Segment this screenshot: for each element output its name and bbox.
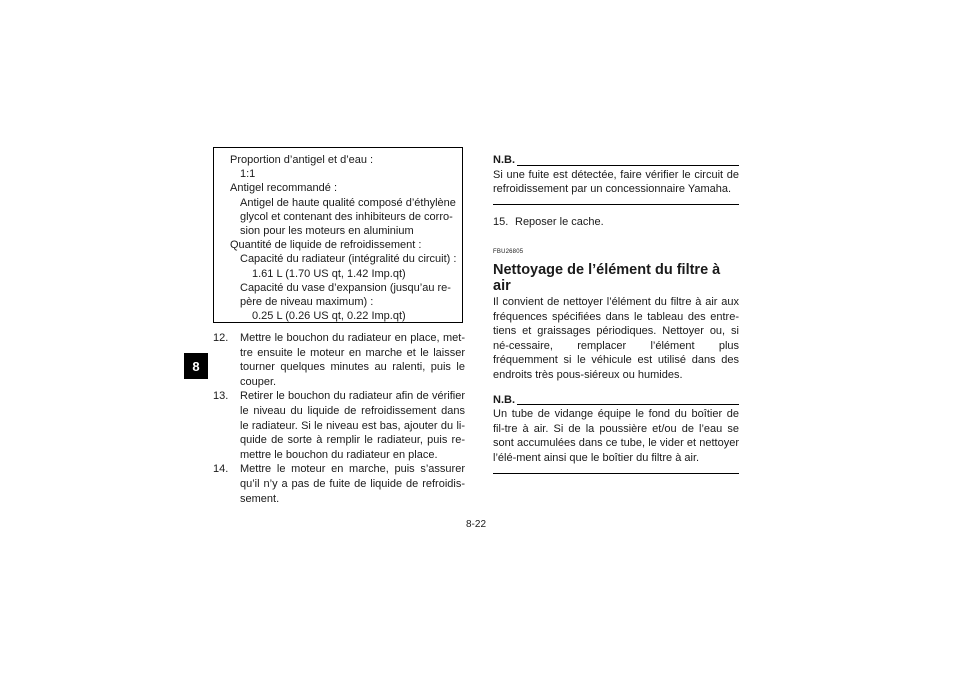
spec-line: père de niveau maximum) : (240, 296, 374, 309)
spec-line: 1:1 (240, 168, 256, 181)
step-text: Mettre le bouchon du radiateur en place, met-tre ensuite le moteur en marche et le laisser tourner quelques minutes au ralenti, puis le couper. (240, 332, 465, 388)
note-label: N.B. (493, 154, 515, 166)
spec-line: Capacité du radiateur (intégralité du circuit) : (240, 253, 457, 266)
note-end-rule (493, 473, 739, 474)
spec-line: sion pour les moteurs en aluminium (240, 225, 414, 238)
spec-line: 1.61 L (1.70 US qt, 1.42 Imp.qt) (252, 267, 406, 280)
step-number: 13. (213, 390, 229, 403)
spec-line: Antigel recommandé : (230, 182, 337, 195)
note-header (493, 393, 739, 408)
spec-line: Proportion d’antigel et d’eau : (230, 154, 374, 166)
step-text: Retirer le bouchon du radiateur afin de vérifier le niveau du liquide de refroidissement dans le radiateur. Si le niveau est bas, ajouter du li-quide de sorte à remplir le radiateur, puis re-mettre le bouchon du radiateur en place. (240, 390, 465, 461)
spec-line: glycol et contenant des inhibiteurs de corro- (240, 210, 453, 223)
procedure-steps (213, 331, 465, 506)
spec-line: 0.25 L (0.26 US qt, 0.22 Imp.qt) (252, 310, 406, 323)
step-number: 15. (493, 215, 509, 228)
note-rule (517, 165, 739, 166)
step-number: 12. (213, 332, 229, 344)
section-paragraph: Il convient de nettoyer l’élément du filtre à air aux fréquences spécifiées dans le tableau des entre-tiens et graissages périodiques. Nettoyer ou, si né-cessaire, remplacer l’élément plus fréquemment si le véhicule est utilisé dans des endroits très pous-siéreux ou humides. (493, 295, 739, 381)
step-item (213, 389, 465, 462)
note-rule (517, 404, 739, 405)
note-label: N.B. (493, 393, 515, 406)
section-code: FBU26805 (493, 249, 524, 256)
step-item (213, 331, 465, 389)
note-header (493, 153, 739, 168)
coolant-spec-box (213, 147, 463, 323)
section-heading: Nettoyage de l’élément du filtre à air (493, 261, 721, 294)
spec-line: Quantité de liquide de refroidissement : (230, 239, 422, 252)
step-item (213, 462, 465, 506)
note-end-rule (493, 204, 739, 205)
chapter-tab: 8 (184, 353, 208, 379)
step-text: Mettre le moteur en marche, puis s’assurer qu’il n’y a pas de fuite de liquide de refroidis-sement. (240, 463, 465, 505)
note-text: Un tube de vidange équipe le fond du boîtier de fil-tre à air. Si de la poussière et/ou de l’eau se sont accumulées dans ce tube, le vider et nettoyer l’élé-ment ainsi que le boîtier du filtre à air. (493, 408, 739, 464)
page-number: 8-22 (466, 519, 487, 530)
step-item (493, 215, 739, 230)
right-column (493, 153, 739, 474)
spec-line: Antigel de haute qualité composé d’éthylène (240, 196, 456, 209)
step-text: Reposer le cache. (515, 215, 604, 228)
note-text: Si une fuite est détectée, faire vérifier le circuit de refroidissement par un concessionnaire Yamaha. (493, 168, 739, 196)
spec-line: Capacité du vase d’expansion (jusqu’au re- (240, 281, 451, 294)
step-number: 14. (213, 463, 229, 476)
